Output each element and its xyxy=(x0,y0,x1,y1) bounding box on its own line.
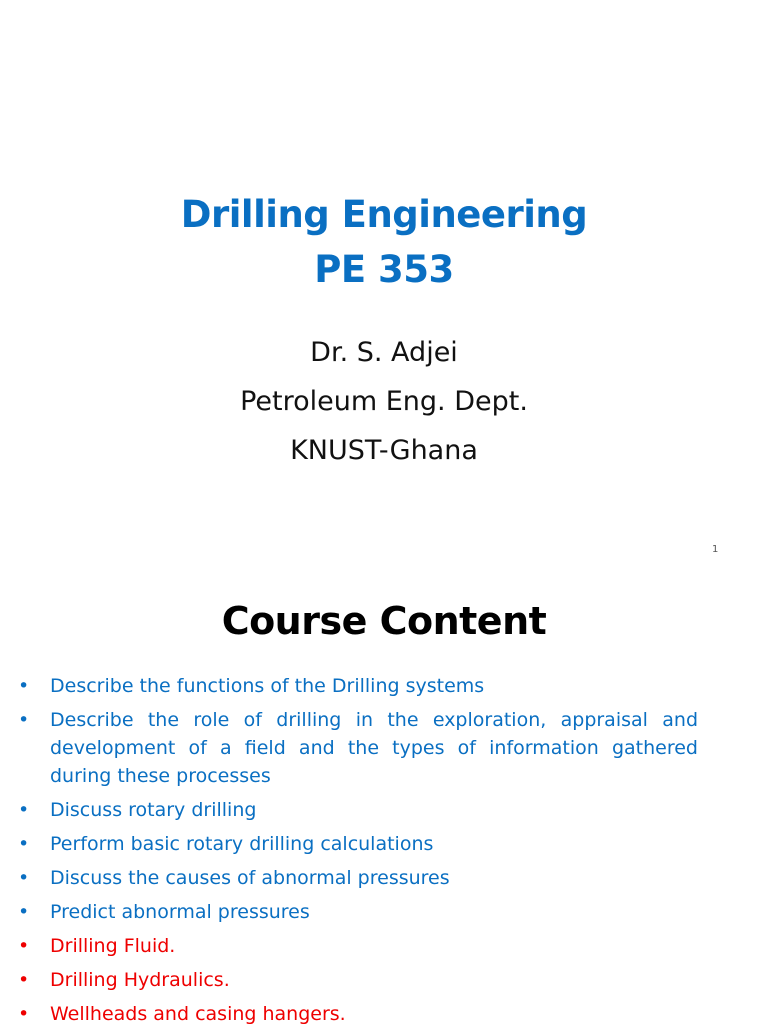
list-item-text: Wellheads and casing hangers. xyxy=(50,1003,346,1024)
slide2-title: Course Content xyxy=(221,599,547,643)
list-item xyxy=(18,1000,698,1024)
bullet-icon: • xyxy=(18,867,30,889)
list-item-text: Discuss the causes of abnormal pressures xyxy=(50,867,450,889)
bullet-icon: • xyxy=(18,675,30,697)
list-item xyxy=(18,864,698,892)
list-item xyxy=(18,830,698,858)
bullet-icon: • xyxy=(18,709,30,731)
list-item xyxy=(18,898,698,926)
list-item-text: Discuss rotary drilling xyxy=(50,799,257,821)
list-item-text: Describe the role of drilling in the exploration, appraisal and development of a field and the types of information gathered during these processes xyxy=(50,709,698,787)
slide1-author: Dr. S. Adjei xyxy=(310,337,458,368)
bullet-icon: • xyxy=(18,833,30,855)
list-item-text: Perform basic rotary drilling calculations xyxy=(50,833,434,855)
bullet-icon: • xyxy=(18,799,30,821)
slide1-institution: KNUST-Ghana xyxy=(290,435,478,466)
slide1-title-line1: Drilling Engineering xyxy=(180,193,588,236)
list-item xyxy=(18,932,698,960)
list-item xyxy=(18,672,698,700)
bullet-icon: • xyxy=(18,1003,30,1024)
slide1-title-line2: PE 353 xyxy=(314,248,454,291)
bullet-icon: • xyxy=(18,969,30,991)
course-content-list xyxy=(18,672,698,1024)
list-item-text: Predict abnormal pressures xyxy=(50,901,310,923)
list-item-text: Drilling Hydraulics. xyxy=(50,969,230,991)
list-item xyxy=(18,706,698,790)
slide1-department: Petroleum Eng. Dept. xyxy=(240,386,528,417)
page-number: 1 xyxy=(712,544,719,555)
bullet-icon: • xyxy=(18,935,30,957)
list-item xyxy=(18,966,698,994)
bullet-icon: • xyxy=(18,901,30,923)
list-item-text: Describe the functions of the Drilling systems xyxy=(50,675,485,697)
list-item xyxy=(18,796,698,824)
list-item-text: Drilling Fluid. xyxy=(50,935,176,957)
